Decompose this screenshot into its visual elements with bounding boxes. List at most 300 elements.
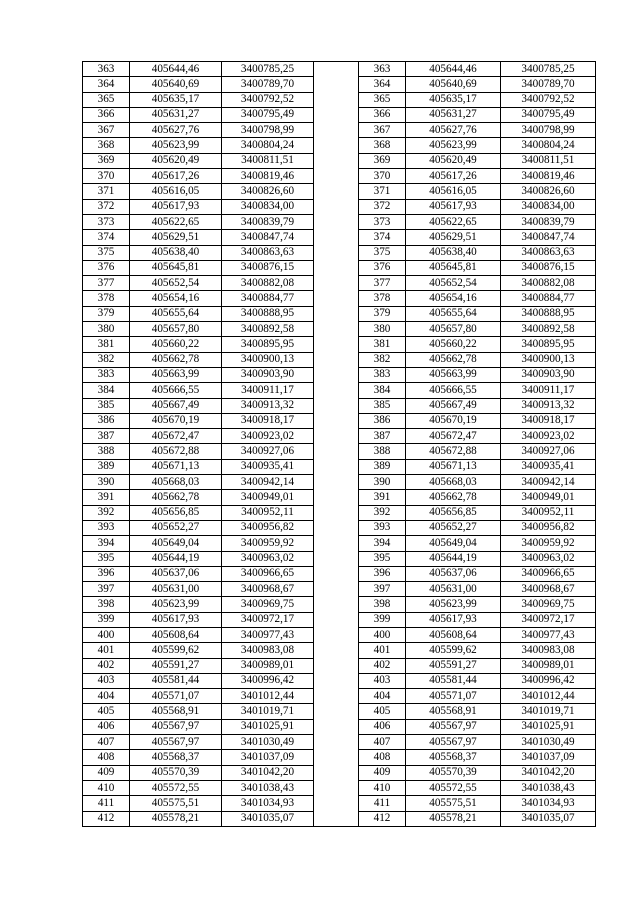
- right-x-coordinate-cell: 405660,22: [406, 337, 501, 352]
- right-point-number-cell: 407: [359, 735, 406, 750]
- right-x-coordinate-cell: 405654,16: [406, 291, 501, 306]
- left-x-coordinate-cell: 405671,13: [130, 459, 222, 474]
- column-gap: [314, 765, 359, 780]
- right-point-number-cell: 410: [359, 780, 406, 795]
- table-row: [83, 627, 596, 642]
- right-x-coordinate-cell: 405627,76: [406, 123, 501, 138]
- column-gap: [314, 383, 359, 398]
- left-x-coordinate-cell: 405655,64: [130, 306, 222, 321]
- left-y-coordinate-cell: 3400942,14: [222, 475, 314, 490]
- right-x-coordinate-cell: 405567,97: [406, 719, 501, 734]
- right-y-coordinate-cell: 3400834,00: [501, 199, 596, 214]
- left-x-coordinate-cell: 405623,99: [130, 597, 222, 612]
- left-point-number-cell: 397: [83, 582, 130, 597]
- left-y-coordinate-cell: 3400892,58: [222, 322, 314, 337]
- right-y-coordinate-cell: 3401035,07: [501, 811, 596, 826]
- right-y-coordinate-cell: 3400942,14: [501, 475, 596, 490]
- right-point-number-cell: 389: [359, 459, 406, 474]
- right-x-coordinate-cell: 405631,00: [406, 582, 501, 597]
- right-point-number-cell: 373: [359, 214, 406, 229]
- left-y-coordinate-cell: 3400882,08: [222, 276, 314, 291]
- right-x-coordinate-cell: 405670,19: [406, 413, 501, 428]
- left-x-coordinate-cell: 405663,99: [130, 367, 222, 382]
- left-x-coordinate-cell: 405620,49: [130, 153, 222, 168]
- left-y-coordinate-cell: 3400996,42: [222, 673, 314, 688]
- table-row: [83, 612, 596, 627]
- table-row: [83, 138, 596, 153]
- right-point-number-cell: 388: [359, 444, 406, 459]
- right-y-coordinate-cell: 3400826,60: [501, 184, 596, 199]
- right-x-coordinate-cell: 405568,37: [406, 750, 501, 765]
- left-y-coordinate-cell: 3400913,32: [222, 398, 314, 413]
- left-x-coordinate-cell: 405635,17: [130, 92, 222, 107]
- left-point-number-cell: 401: [83, 643, 130, 658]
- right-y-coordinate-cell: 3400888,95: [501, 306, 596, 321]
- column-gap: [314, 199, 359, 214]
- left-point-number-cell: 378: [83, 291, 130, 306]
- column-gap: [314, 780, 359, 795]
- left-point-number-cell: 392: [83, 505, 130, 520]
- left-point-number-cell: 371: [83, 184, 130, 199]
- left-y-coordinate-cell: 3401042,20: [222, 765, 314, 780]
- left-x-coordinate-cell: 405640,69: [130, 77, 222, 92]
- column-gap: [314, 245, 359, 260]
- left-point-number-cell: 364: [83, 77, 130, 92]
- left-point-number-cell: 367: [83, 123, 130, 138]
- right-y-coordinate-cell: 3400927,06: [501, 444, 596, 459]
- right-x-coordinate-cell: 405644,19: [406, 551, 501, 566]
- right-y-coordinate-cell: 3400798,99: [501, 123, 596, 138]
- column-gap: [314, 811, 359, 826]
- left-y-coordinate-cell: 3400949,01: [222, 490, 314, 505]
- left-y-coordinate-cell: 3400785,25: [222, 62, 314, 77]
- right-point-number-cell: 403: [359, 673, 406, 688]
- left-y-coordinate-cell: 3400804,24: [222, 138, 314, 153]
- table-row: [83, 306, 596, 321]
- right-x-coordinate-cell: 405671,13: [406, 459, 501, 474]
- table-row: [83, 398, 596, 413]
- table-row: [83, 658, 596, 673]
- left-y-coordinate-cell: 3400927,06: [222, 444, 314, 459]
- left-x-coordinate-cell: 405644,19: [130, 551, 222, 566]
- right-y-coordinate-cell: 3400811,51: [501, 153, 596, 168]
- column-gap: [314, 429, 359, 444]
- right-point-number-cell: 371: [359, 184, 406, 199]
- right-y-coordinate-cell: 3400952,11: [501, 505, 596, 520]
- right-x-coordinate-cell: 405667,49: [406, 398, 501, 413]
- left-x-coordinate-cell: 405622,65: [130, 214, 222, 229]
- left-point-number-cell: 372: [83, 199, 130, 214]
- table-row: [83, 673, 596, 688]
- column-gap: [314, 138, 359, 153]
- column-gap: [314, 566, 359, 581]
- left-x-coordinate-cell: 405657,80: [130, 322, 222, 337]
- right-point-number-cell: 366: [359, 107, 406, 122]
- right-x-coordinate-cell: 405645,81: [406, 260, 501, 275]
- left-point-number-cell: 405: [83, 704, 130, 719]
- left-point-number-cell: 379: [83, 306, 130, 321]
- table-row: [83, 444, 596, 459]
- left-point-number-cell: 388: [83, 444, 130, 459]
- right-y-coordinate-cell: 3400913,32: [501, 398, 596, 413]
- right-y-coordinate-cell: 3400876,15: [501, 260, 596, 275]
- left-y-coordinate-cell: 3400847,74: [222, 230, 314, 245]
- table-row: [83, 582, 596, 597]
- table-row: [83, 597, 596, 612]
- right-y-coordinate-cell: 3400795,49: [501, 107, 596, 122]
- right-x-coordinate-cell: 405655,64: [406, 306, 501, 321]
- right-x-coordinate-cell: 405662,78: [406, 352, 501, 367]
- left-y-coordinate-cell: 3400952,11: [222, 505, 314, 520]
- left-point-number-cell: 390: [83, 475, 130, 490]
- table-row: [83, 245, 596, 260]
- right-y-coordinate-cell: 3401038,43: [501, 780, 596, 795]
- column-gap: [314, 689, 359, 704]
- table-row: [83, 780, 596, 795]
- right-y-coordinate-cell: 3400789,70: [501, 77, 596, 92]
- left-x-coordinate-cell: 405627,76: [130, 123, 222, 138]
- column-gap: [314, 352, 359, 367]
- right-y-coordinate-cell: 3400839,79: [501, 214, 596, 229]
- left-point-number-cell: 393: [83, 520, 130, 535]
- column-gap: [314, 337, 359, 352]
- left-x-coordinate-cell: 405631,00: [130, 582, 222, 597]
- right-x-coordinate-cell: 405652,54: [406, 276, 501, 291]
- right-x-coordinate-cell: 405570,39: [406, 765, 501, 780]
- left-x-coordinate-cell: 405616,05: [130, 184, 222, 199]
- right-point-number-cell: 379: [359, 306, 406, 321]
- right-point-number-cell: 386: [359, 413, 406, 428]
- right-x-coordinate-cell: 405631,27: [406, 107, 501, 122]
- right-y-coordinate-cell: 3401042,20: [501, 765, 596, 780]
- column-gap: [314, 719, 359, 734]
- table-row: [83, 459, 596, 474]
- right-x-coordinate-cell: 405575,51: [406, 796, 501, 811]
- right-point-number-cell: 397: [359, 582, 406, 597]
- left-x-coordinate-cell: 405654,16: [130, 291, 222, 306]
- left-point-number-cell: 386: [83, 413, 130, 428]
- right-point-number-cell: 363: [359, 62, 406, 77]
- table-row: [83, 520, 596, 535]
- left-y-coordinate-cell: 3400935,41: [222, 459, 314, 474]
- right-point-number-cell: 401: [359, 643, 406, 658]
- column-gap: [314, 520, 359, 535]
- left-point-number-cell: 385: [83, 398, 130, 413]
- left-y-coordinate-cell: 3400876,15: [222, 260, 314, 275]
- right-y-coordinate-cell: 3401037,09: [501, 750, 596, 765]
- left-y-coordinate-cell: 3400959,92: [222, 536, 314, 551]
- right-x-coordinate-cell: 405672,47: [406, 429, 501, 444]
- right-x-coordinate-cell: 405657,80: [406, 322, 501, 337]
- table-row: [83, 169, 596, 184]
- left-x-coordinate-cell: 405652,54: [130, 276, 222, 291]
- column-gap: [314, 475, 359, 490]
- table-row: [83, 704, 596, 719]
- left-point-number-cell: 400: [83, 627, 130, 642]
- right-y-coordinate-cell: 3400882,08: [501, 276, 596, 291]
- right-x-coordinate-cell: 405656,85: [406, 505, 501, 520]
- left-x-coordinate-cell: 405645,81: [130, 260, 222, 275]
- table-row: [83, 429, 596, 444]
- table-row: [83, 413, 596, 428]
- left-y-coordinate-cell: 3401019,71: [222, 704, 314, 719]
- left-y-coordinate-cell: 3401012,44: [222, 689, 314, 704]
- right-point-number-cell: 391: [359, 490, 406, 505]
- left-point-number-cell: 387: [83, 429, 130, 444]
- table-row: [83, 276, 596, 291]
- table-row: [83, 291, 596, 306]
- column-gap: [314, 153, 359, 168]
- left-point-number-cell: 377: [83, 276, 130, 291]
- left-y-coordinate-cell: 3400798,99: [222, 123, 314, 138]
- right-y-coordinate-cell: 3400785,25: [501, 62, 596, 77]
- table-row: [83, 352, 596, 367]
- table-row: [83, 153, 596, 168]
- left-x-coordinate-cell: 405656,85: [130, 505, 222, 520]
- left-x-coordinate-cell: 405617,93: [130, 612, 222, 627]
- left-y-coordinate-cell: 3400795,49: [222, 107, 314, 122]
- left-point-number-cell: 376: [83, 260, 130, 275]
- left-x-coordinate-cell: 405570,39: [130, 765, 222, 780]
- right-point-number-cell: 394: [359, 536, 406, 551]
- column-gap: [314, 291, 359, 306]
- right-y-coordinate-cell: 3400977,43: [501, 627, 596, 642]
- left-x-coordinate-cell: 405649,04: [130, 536, 222, 551]
- column-gap: [314, 169, 359, 184]
- column-gap: [314, 123, 359, 138]
- left-point-number-cell: 363: [83, 62, 130, 77]
- right-point-number-cell: 370: [359, 169, 406, 184]
- right-x-coordinate-cell: 405616,05: [406, 184, 501, 199]
- table-row: [83, 107, 596, 122]
- column-gap: [314, 444, 359, 459]
- column-gap: [314, 582, 359, 597]
- column-gap: [314, 184, 359, 199]
- right-point-number-cell: 383: [359, 367, 406, 382]
- left-x-coordinate-cell: 405572,55: [130, 780, 222, 795]
- right-x-coordinate-cell: 405637,06: [406, 566, 501, 581]
- right-y-coordinate-cell: 3400900,13: [501, 352, 596, 367]
- left-y-coordinate-cell: 3400888,95: [222, 306, 314, 321]
- right-y-coordinate-cell: 3400819,46: [501, 169, 596, 184]
- left-point-number-cell: 408: [83, 750, 130, 765]
- table-row: [83, 643, 596, 658]
- left-y-coordinate-cell: 3400792,52: [222, 92, 314, 107]
- column-gap: [314, 92, 359, 107]
- column-gap: [314, 214, 359, 229]
- right-point-number-cell: 411: [359, 796, 406, 811]
- column-gap: [314, 230, 359, 245]
- right-y-coordinate-cell: 3400903,90: [501, 367, 596, 382]
- column-gap: [314, 627, 359, 642]
- table-row: [83, 199, 596, 214]
- left-x-coordinate-cell: 405575,51: [130, 796, 222, 811]
- column-gap: [314, 62, 359, 77]
- left-y-coordinate-cell: 3401037,09: [222, 750, 314, 765]
- left-x-coordinate-cell: 405599,62: [130, 643, 222, 658]
- left-x-coordinate-cell: 405672,88: [130, 444, 222, 459]
- right-point-number-cell: 374: [359, 230, 406, 245]
- right-x-coordinate-cell: 405662,78: [406, 490, 501, 505]
- table-row: [83, 551, 596, 566]
- right-point-number-cell: 380: [359, 322, 406, 337]
- left-x-coordinate-cell: 405567,97: [130, 719, 222, 734]
- table-row: [83, 490, 596, 505]
- left-y-coordinate-cell: 3401034,93: [222, 796, 314, 811]
- left-y-coordinate-cell: 3400811,51: [222, 153, 314, 168]
- right-x-coordinate-cell: 405663,99: [406, 367, 501, 382]
- left-y-coordinate-cell: 3400923,02: [222, 429, 314, 444]
- right-point-number-cell: 395: [359, 551, 406, 566]
- table-row: [83, 77, 596, 92]
- right-y-coordinate-cell: 3400935,41: [501, 459, 596, 474]
- left-x-coordinate-cell: 405670,19: [130, 413, 222, 428]
- right-point-number-cell: 384: [359, 383, 406, 398]
- right-x-coordinate-cell: 405672,88: [406, 444, 501, 459]
- right-y-coordinate-cell: 3400884,77: [501, 291, 596, 306]
- left-point-number-cell: 409: [83, 765, 130, 780]
- right-point-number-cell: 408: [359, 750, 406, 765]
- right-x-coordinate-cell: 405622,65: [406, 214, 501, 229]
- column-gap: [314, 505, 359, 520]
- left-y-coordinate-cell: 3400977,43: [222, 627, 314, 642]
- right-y-coordinate-cell: 3400895,95: [501, 337, 596, 352]
- right-y-coordinate-cell: 3401012,44: [501, 689, 596, 704]
- column-gap: [314, 704, 359, 719]
- table-row: [83, 383, 596, 398]
- left-point-number-cell: 412: [83, 811, 130, 826]
- column-gap: [314, 796, 359, 811]
- right-point-number-cell: 375: [359, 245, 406, 260]
- table-row: [83, 260, 596, 275]
- left-x-coordinate-cell: 405591,27: [130, 658, 222, 673]
- right-y-coordinate-cell: 3400996,42: [501, 673, 596, 688]
- right-point-number-cell: 393: [359, 520, 406, 535]
- right-y-coordinate-cell: 3400911,17: [501, 383, 596, 398]
- column-gap: [314, 612, 359, 627]
- right-x-coordinate-cell: 405571,07: [406, 689, 501, 704]
- right-x-coordinate-cell: 405629,51: [406, 230, 501, 245]
- right-x-coordinate-cell: 405649,04: [406, 536, 501, 551]
- right-point-number-cell: 387: [359, 429, 406, 444]
- right-x-coordinate-cell: 405608,64: [406, 627, 501, 642]
- left-point-number-cell: 375: [83, 245, 130, 260]
- left-y-coordinate-cell: 3400989,01: [222, 658, 314, 673]
- right-x-coordinate-cell: 405617,93: [406, 199, 501, 214]
- right-point-number-cell: 396: [359, 566, 406, 581]
- table-row: [83, 505, 596, 520]
- left-y-coordinate-cell: 3400983,08: [222, 643, 314, 658]
- right-y-coordinate-cell: 3401025,91: [501, 719, 596, 734]
- left-x-coordinate-cell: 405644,46: [130, 62, 222, 77]
- right-y-coordinate-cell: 3400804,24: [501, 138, 596, 153]
- right-y-coordinate-cell: 3400972,17: [501, 612, 596, 627]
- left-point-number-cell: 369: [83, 153, 130, 168]
- right-x-coordinate-cell: 405620,49: [406, 153, 501, 168]
- right-y-coordinate-cell: 3400968,67: [501, 582, 596, 597]
- right-point-number-cell: 412: [359, 811, 406, 826]
- left-y-coordinate-cell: 3401025,91: [222, 719, 314, 734]
- coordinates-table: [82, 61, 596, 827]
- right-point-number-cell: 405: [359, 704, 406, 719]
- right-point-number-cell: 382: [359, 352, 406, 367]
- table-row: [83, 337, 596, 352]
- table-row: [83, 184, 596, 199]
- left-point-number-cell: 370: [83, 169, 130, 184]
- left-x-coordinate-cell: 405666,55: [130, 383, 222, 398]
- column-gap: [314, 413, 359, 428]
- column-gap: [314, 597, 359, 612]
- left-y-coordinate-cell: 3401035,07: [222, 811, 314, 826]
- right-y-coordinate-cell: 3400966,65: [501, 566, 596, 581]
- left-y-coordinate-cell: 3400963,02: [222, 551, 314, 566]
- right-y-coordinate-cell: 3400969,75: [501, 597, 596, 612]
- left-point-number-cell: 411: [83, 796, 130, 811]
- right-y-coordinate-cell: 3400792,52: [501, 92, 596, 107]
- left-y-coordinate-cell: 3401038,43: [222, 780, 314, 795]
- left-y-coordinate-cell: 3400789,70: [222, 77, 314, 92]
- left-point-number-cell: 381: [83, 337, 130, 352]
- left-x-coordinate-cell: 405623,99: [130, 138, 222, 153]
- left-x-coordinate-cell: 405667,49: [130, 398, 222, 413]
- right-x-coordinate-cell: 405568,91: [406, 704, 501, 719]
- left-point-number-cell: 382: [83, 352, 130, 367]
- right-y-coordinate-cell: 3401030,49: [501, 735, 596, 750]
- column-gap: [314, 673, 359, 688]
- left-point-number-cell: 395: [83, 551, 130, 566]
- left-point-number-cell: 366: [83, 107, 130, 122]
- left-y-coordinate-cell: 3400969,75: [222, 597, 314, 612]
- column-gap: [314, 398, 359, 413]
- column-gap: [314, 658, 359, 673]
- right-point-number-cell: 367: [359, 123, 406, 138]
- right-point-number-cell: 385: [359, 398, 406, 413]
- column-gap: [314, 750, 359, 765]
- right-y-coordinate-cell: 3400956,82: [501, 520, 596, 535]
- left-x-coordinate-cell: 405672,47: [130, 429, 222, 444]
- left-point-number-cell: 406: [83, 719, 130, 734]
- right-x-coordinate-cell: 405644,46: [406, 62, 501, 77]
- left-x-coordinate-cell: 405637,06: [130, 566, 222, 581]
- right-y-coordinate-cell: 3400983,08: [501, 643, 596, 658]
- column-gap: [314, 490, 359, 505]
- right-y-coordinate-cell: 3400918,17: [501, 413, 596, 428]
- right-x-coordinate-cell: 405581,44: [406, 673, 501, 688]
- column-gap: [314, 643, 359, 658]
- right-point-number-cell: 368: [359, 138, 406, 153]
- left-point-number-cell: 365: [83, 92, 130, 107]
- left-point-number-cell: 398: [83, 597, 130, 612]
- right-point-number-cell: 369: [359, 153, 406, 168]
- left-point-number-cell: 374: [83, 230, 130, 245]
- right-x-coordinate-cell: 405666,55: [406, 383, 501, 398]
- table-row: [83, 214, 596, 229]
- table-row: [83, 123, 596, 138]
- left-y-coordinate-cell: 3400819,46: [222, 169, 314, 184]
- table-row: [83, 735, 596, 750]
- right-point-number-cell: 399: [359, 612, 406, 627]
- left-point-number-cell: 368: [83, 138, 130, 153]
- column-gap: [314, 322, 359, 337]
- left-y-coordinate-cell: 3400966,65: [222, 566, 314, 581]
- right-y-coordinate-cell: 3401034,93: [501, 796, 596, 811]
- left-y-coordinate-cell: 3400972,17: [222, 612, 314, 627]
- right-point-number-cell: 390: [359, 475, 406, 490]
- left-x-coordinate-cell: 405638,40: [130, 245, 222, 260]
- table-row: [83, 230, 596, 245]
- right-x-coordinate-cell: 405572,55: [406, 780, 501, 795]
- right-y-coordinate-cell: 3400863,63: [501, 245, 596, 260]
